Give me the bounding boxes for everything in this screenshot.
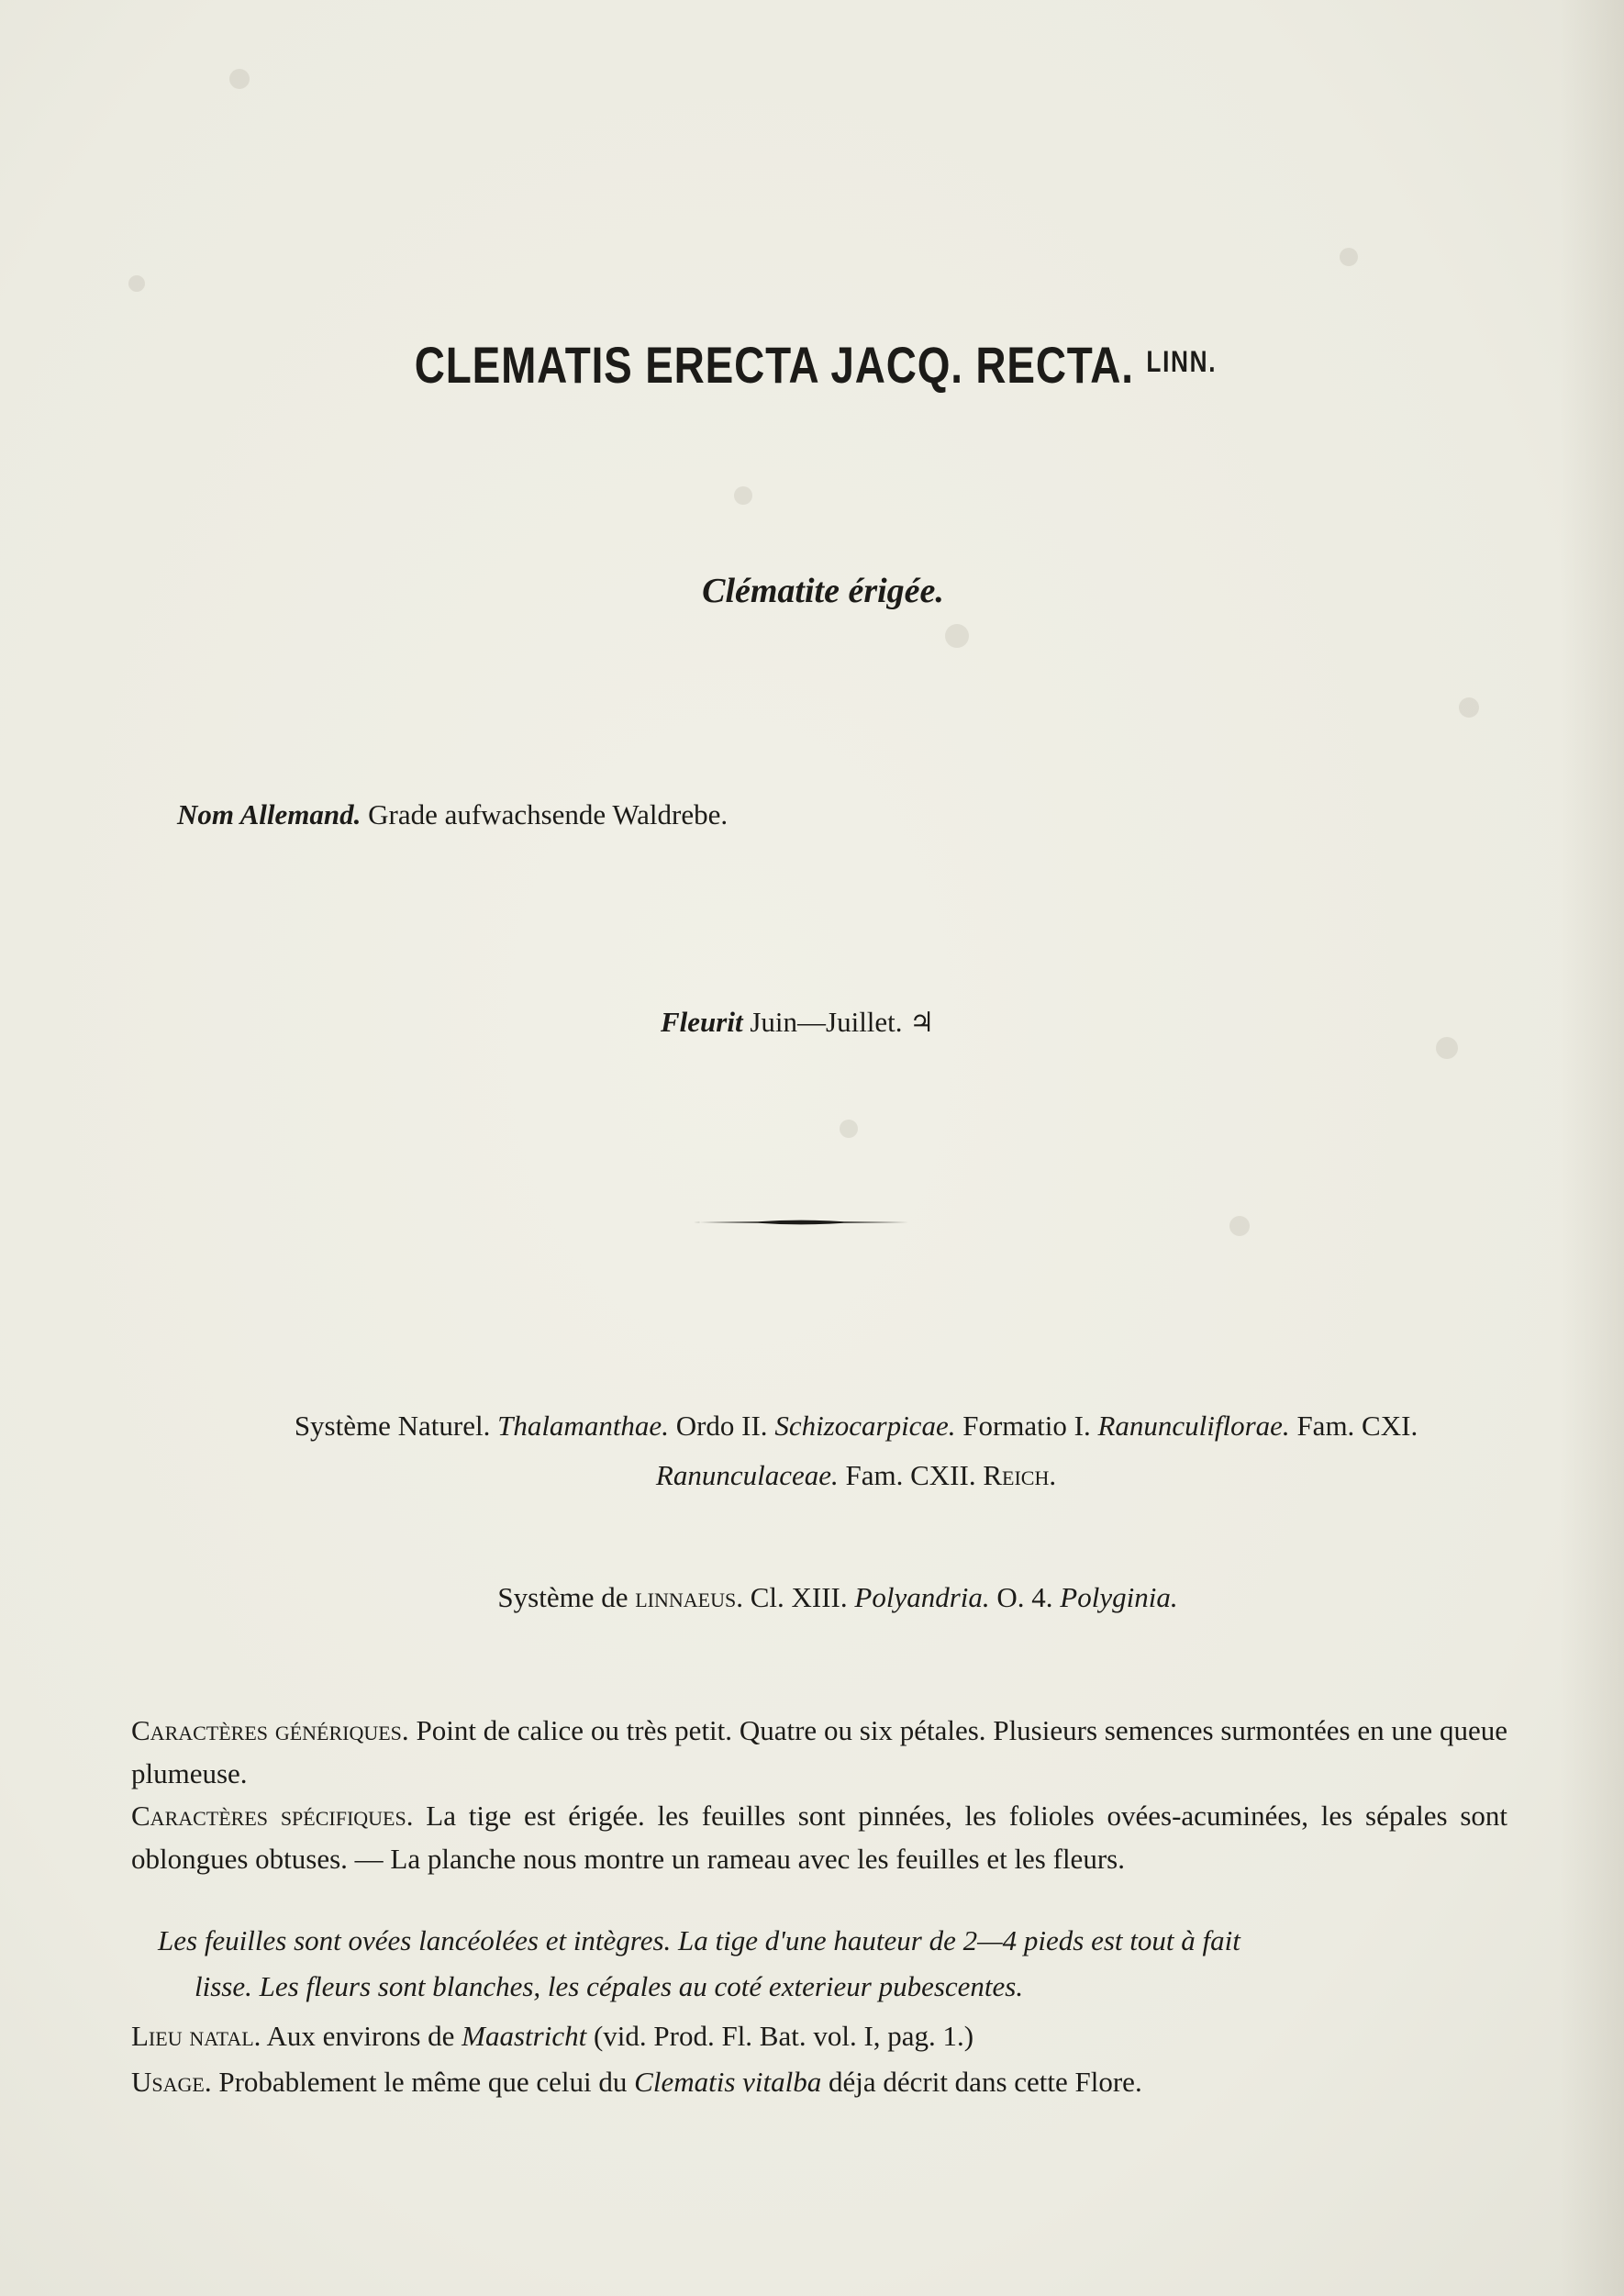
ordo-label: Ordo II.: [675, 1410, 768, 1442]
generic-characters-paragraph: [131, 1709, 1507, 1795]
usage-species: Clematis vitalba: [634, 2066, 822, 2098]
page-title: [150, 335, 1481, 395]
usage-suffix: déja décrit dans cette Flore.: [828, 2066, 1142, 2098]
german-name-line: [177, 798, 728, 831]
ornamental-divider: [694, 1218, 908, 1227]
usage-prefix: Probablement le même que celui du: [218, 2066, 628, 2098]
family-term: Ranunculaceae.: [655, 1459, 839, 1491]
native-location-prefix: Aux environs de: [266, 2020, 455, 2052]
linnaean-class-term: Polyandria.: [854, 1581, 990, 1613]
specific-characters-label: Caractères spécifiques.: [131, 1800, 414, 1832]
paper-speck: [945, 624, 969, 648]
paper-speck: [840, 1120, 858, 1138]
paper-speck: [734, 486, 752, 505]
linnaean-prefix: Système de: [497, 1581, 628, 1613]
german-name-label: Nom Allemand.: [177, 798, 362, 830]
natural-system-line-1: [44, 1401, 1624, 1451]
family-number: Fam. CXI.: [1296, 1410, 1418, 1442]
flowering-line: [661, 1006, 934, 1039]
linnaean-class: Cl. XIII.: [750, 1581, 848, 1613]
german-name-value: Grade aufwachsende Waldrebe.: [368, 798, 729, 830]
generic-characters-text: Point de calice ou très petit. Quatre ou six pétales. Plusieurs semences surmontées en une queue plumeuse.: [131, 1714, 1507, 1789]
species-author: LINN.: [1146, 345, 1218, 378]
linnaean-system-line: [26, 1581, 1624, 1614]
native-location-reference: (vid. Prod. Fl. Bat. vol. I, pag. 1.): [593, 2020, 974, 2052]
linnaean-order-term: Polyginia.: [1060, 1581, 1178, 1613]
paper-speck: [1459, 697, 1479, 718]
ordo-term: Schizocarpicae.: [774, 1410, 956, 1442]
natural-system-label: Système Naturel.: [294, 1410, 491, 1442]
page-edge-shadow: [1560, 0, 1624, 2296]
species-name: CLEMATIS ERECTA JACQ. RECTA.: [414, 336, 1134, 394]
usage-label: Usage.: [131, 2066, 212, 2098]
native-location-paragraph: [131, 2014, 1507, 2057]
french-name: Clématite érigée.: [702, 572, 944, 610]
formatio-term: Ranunculiflorae.: [1097, 1410, 1290, 1442]
usage-paragraph: [131, 2060, 1507, 2103]
paper-speck: [1436, 1037, 1458, 1059]
native-location-place: Maastricht: [462, 2020, 587, 2052]
specific-characters-text: La tige est érigée. les feuilles sont pinnées, les folioles ovées-acuminées, les sépales sont oblongues obtuses. — La planche nous montre un rameau avec les feuilles et les fleurs.: [131, 1800, 1508, 1875]
natural-system-line-2: [44, 1451, 1624, 1500]
paper-speck: [229, 69, 250, 89]
specific-characters-paragraph: [131, 1794, 1507, 1880]
natural-system-block: [44, 1401, 1624, 1500]
description-paragraph: [158, 1918, 1536, 2010]
native-location-label: Lieu natal.: [131, 2020, 261, 2052]
flowering-label: Fleurit: [661, 1006, 743, 1038]
perennial-symbol: ♃: [909, 1007, 935, 1039]
family-number-2: Fam. CXII.: [845, 1459, 976, 1491]
linnaean-order: O. 4.: [996, 1581, 1053, 1613]
description-line-2: lisse. Les fleurs sont blanches, les cépales au coté exterieur pubescentes.: [195, 1970, 1024, 2002]
flowering-value: Juin—Juillet.: [750, 1006, 903, 1038]
formatio-label: Formatio I.: [962, 1410, 1091, 1442]
linnaeus-name: linnaeus.: [635, 1581, 743, 1613]
paper-speck: [1229, 1216, 1250, 1236]
paper-speck: [1340, 248, 1358, 266]
subclass-term: Thalamanthae.: [497, 1410, 669, 1442]
generic-characters-label: Caractères génériques.: [131, 1714, 409, 1746]
description-line-1: Les feuilles sont ovées lancéolées et intègres. La tige d'une hauteur de 2—4 pieds est tout à fait: [158, 1924, 1240, 1956]
paper-speck: [128, 275, 145, 292]
family-author: Reich.: [983, 1459, 1057, 1491]
